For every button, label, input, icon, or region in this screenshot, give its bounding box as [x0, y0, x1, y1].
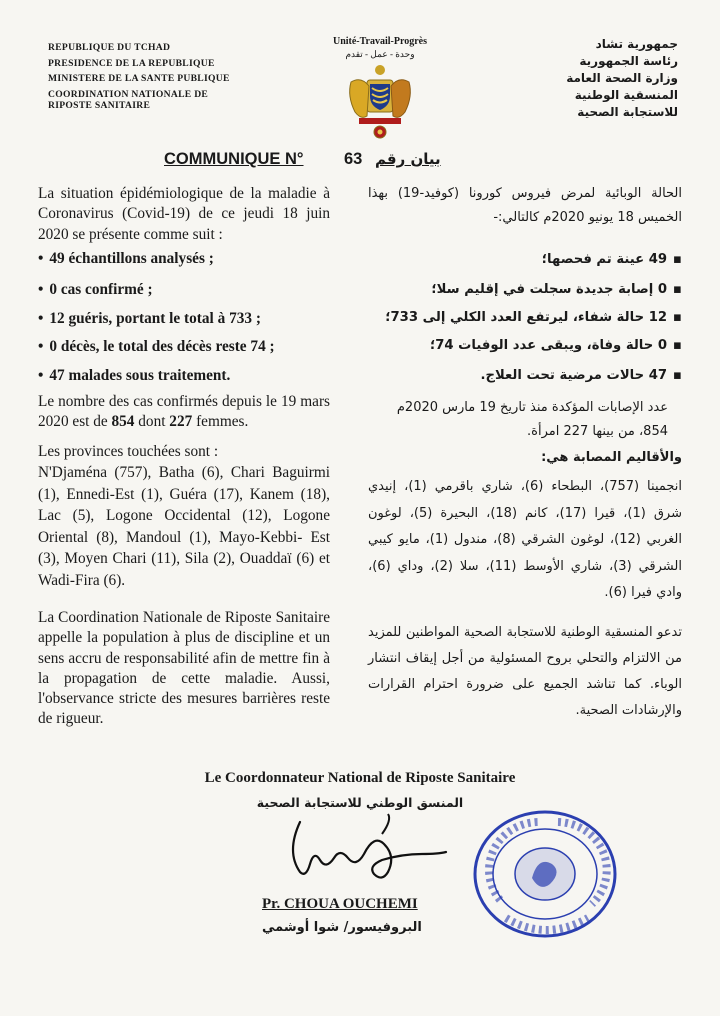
motto: Unité-Travail-Progrès: [332, 36, 428, 47]
arabic-bullet: ▪ 0 حالة وفاة، ويبقى عدد الوفيات 74؛: [368, 338, 682, 353]
arabic-cases: عدد الإصابات المؤكدة منذ تاريخ 19 مارس 2020م 854، من بينها 227 امرأة.: [396, 400, 668, 439]
cases-text: Le nombre des cas confirmés depuis le 19 mars 2020 est de: [38, 393, 330, 431]
header-line: MINISTERE DE LA SANTE PUBLIQUE: [48, 73, 230, 84]
header-line: RIPOSTE SANITAIRE: [48, 100, 151, 111]
arabic-intro: الحالة الوبائية لمرض فيروس كورونا (كوفيد-19) بهذا الخميس 18 يونيو 2020م كالتالي:-: [368, 186, 683, 225]
french-bullet: • 49 échantillons analysés ;: [38, 250, 338, 268]
header-line: وزارة الصحة العامة: [566, 71, 678, 85]
arabic-provinces-label: والأقاليم المصابة هي:: [541, 450, 682, 465]
handwritten-signature: [280, 812, 470, 892]
official-stamp: [470, 808, 620, 940]
header-line: المنسقية الوطنية: [574, 88, 678, 102]
french-intro: La situation épidémiologique de la maladie à Coronavirus (Covid-19) de ce jeudi 18 juin 2020 se présente comme suit :: [38, 185, 330, 243]
arabic-closing: تدعو المنسقية الوطنية للاستجابة الصحية المواطنين للمزيد من الالتزام والتحلي بروح المسئولية من أجل إيقاف انتشار الوباء. كما تناشد الجميع على ضرورة احترام القرارات والإرشادات الصحية.: [368, 625, 682, 718]
signatory-name: Pr. CHOUA OUCHEMI: [262, 896, 418, 912]
arabic-bullet: ▪ 49 عينة تم فحصها؛: [368, 252, 682, 267]
french-provinces-label: Les provinces touchées sont :: [38, 443, 219, 460]
signatory-title: Le Coordonnateur National de Riposte Sanitaire: [204, 770, 516, 786]
arabic-provinces: انجمينا (757)، البطحاء (6)، شاري باقرمي (1)، إنيدي شرق (1)، قيرا (17)، كانم (18)، البحيرة (5)، لوغون الغربي (12)، لوغون الشرقي (8)، مندول (1)، مايو كيبي الشرقي (3)، شاري الأوسط (11)، سلا (2)، وداي (6)، وادي فيرا (6).: [368, 479, 683, 600]
signatory-name-arabic: البروفيسور/ شوا أوشمي: [262, 920, 422, 935]
arabic-bullet: ▪ 47 حالات مرضية تحت العلاج.: [368, 368, 682, 383]
header-line: رئاسة الجمهورية: [579, 54, 678, 68]
french-bullet: • 0 décès, le total des décès reste 74 ;: [38, 338, 338, 356]
arabic-bullet: ▪ 0 إصابة جديدة سجلت في إقليم سلا؛: [368, 282, 682, 297]
header-line: جمهورية تشاد: [595, 37, 678, 51]
motto-arabic: وحدة - عمل - تقدم: [345, 49, 415, 59]
header-emblem-block: [318, 36, 442, 149]
arabic-bullet: ▪ 12 حالة شفاء، ليرتفع العدد الكلي إلى 733؛: [368, 310, 682, 325]
header-arabic: [468, 36, 678, 121]
french-bullet: • 47 malades sous traitement.: [38, 367, 338, 385]
header-french: [48, 40, 230, 114]
header-line: للاستجابة الصحية: [577, 105, 678, 119]
french-bullet: • 12 guéris, portant le total à 733 ;: [38, 310, 338, 328]
cases-text: femmes.: [192, 413, 249, 431]
coat-of-arms-icon: [345, 62, 415, 144]
signatory-title-arabic: المنسق الوطني للاستجابة الصحية: [256, 795, 464, 810]
cases-women: 227: [169, 413, 193, 431]
header-line: COORDINATION NATIONALE DE: [48, 88, 209, 100]
french-closing: La Coordination Nationale de Riposte Sanitaire appelle la population à plus de discipline et un sens accru de responsabilité afin de mettre fin à la propagation de cette maladie. Aussi, l'observance stricte des mesures barrières reste de rigueur.: [38, 609, 330, 728]
communique-title-arabic: بيان رقم: [375, 150, 441, 168]
cases-total: 854: [111, 413, 135, 431]
cases-text: dont: [134, 413, 170, 431]
header-line: REPUBLIQUE DU TCHAD: [48, 42, 171, 53]
french-cases-paragraph: [38, 392, 330, 433]
communique-title: COMMUNIQUE N°: [164, 150, 304, 168]
header-line: PRESIDENCE DE LA REPUBLIQUE: [48, 57, 215, 69]
french-bullet: • 0 cas confirmé ;: [38, 281, 338, 299]
french-provinces: N'Djaména (757), Batha (6), Chari Baguirmi (1), Ennedi-Est (1), Guéra (17), Kanem (18), Lac (5), Logone Occidental (12), Logone Oriental (8), Mandoul (1), Mayo-Kebbi- Est (3), Moyen Chari (11), Sila (2), Ouaddaï (6) et Wadi-Fira (6).: [38, 464, 330, 589]
communique-number: 63: [344, 150, 363, 168]
